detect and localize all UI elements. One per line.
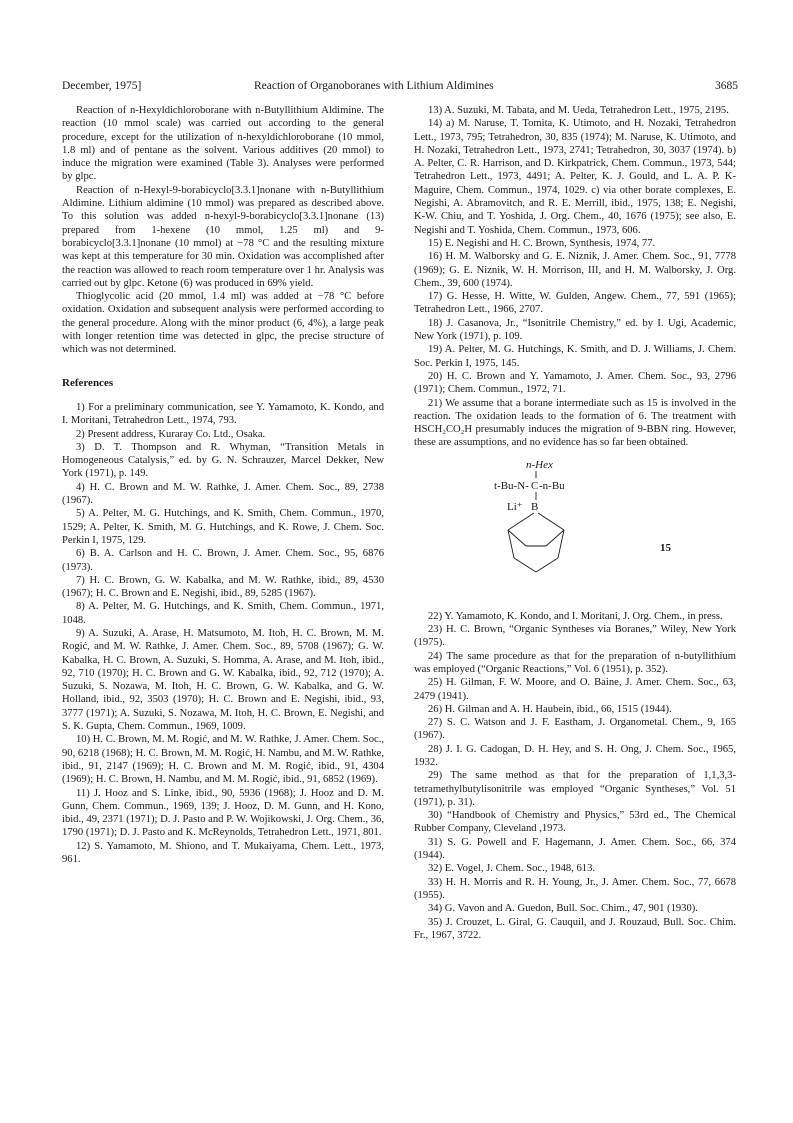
reference-item: 31) S. G. Powell and F. Hagemann, J. Amer. Chem. Soc., 66, 374 (1944). [414,836,736,862]
reference-item: 13) A. Suzuki, M. Tabata, and M. Ueda, Tetrahedron Lett., 1975, 2195. [428,105,729,116]
reference-item: 25) H. Gilman, F. W. Moore, and O. Baine, J. Amer. Chem. Soc., 63, 2479 (1941). [414,677,736,702]
reference-item: 19) A. Pelter, M. G. Hutchings, K. Smith, and D. J. Williams, J. Chem. Soc. Perkin I, 1975, 145. [414,344,736,369]
reference-item: 34) G. Vavon and A. Guedon, Bull. Soc. Chim., 47, 901 (1930). [428,903,698,915]
reference-item: 24) The same procedure as that for the preparation of n-butyllithium was employed (“Organic Reactions,” Vol. 6 (1951), p. 352). [414,650,736,675]
reference-item: 6) B. A. Carlson and H. C. Brown, J. Amer. Chem. Soc., 95, 6876 (1973). [62,548,384,573]
references-heading: References [62,376,114,389]
header-date: December, 1975] [62,80,142,92]
reference-item: 10) H. C. Brown, M. M. Rogić, and M. W. Rathke, J. Amer. Chem. Soc., 90, 6218 (1968); H. C. Brown, M. M. Rogić, H. Nambu, and M. W. Rathke, ibid., 91, 2147 (1969); H. C. Brown and M. M. Rogić, ibid., 91, 4304 (1969); H. C. Brown, H. Nambu, and M. M. Rogić, ibid., 91, 6852 (1969). [62,734,384,786]
reference-item: 23) H. C. Brown, “Organic Syntheses via Boranes,” Wiley, New York (1975). [414,624,736,649]
structure-drawing [414,454,736,604]
reference-item: 26) H. Gilman and A. H. Haubein, ibid., 66, 1515 (1944). [428,703,672,715]
reference-item: 1) For a preliminary communication, see Y. Yamamoto, K. Kondo, and I. Moritani, Tetrahedron Lett., 1974, 793. [62,401,384,427]
right-column [414,104,736,942]
page-number: 3685 [715,80,738,92]
reference-item: 20) H. C. Brown and Y. Yamamoto, J. Amer. Chem. Soc., 93, 2796 (1971); Chem. Commun., 1972, 71. [414,370,736,396]
reference-item: 27) S. C. Watson and J. F. Eastham, J. Organometal. Chem., 9, 165 (1967). [414,717,736,742]
reference-item: 12) S. Yamamoto, M. Shiono, and T. Mukaiyama, Chem. Lett., 1973, 961. [62,840,384,866]
structure-label-c: C [531,479,539,492]
reference-item: 3) D. T. Thompson and R. Whyman, “Transition Metals in Homogeneous Catalysis,” ed. by G. N. Schrauzer, Marcel Dekker, New York (1971), p. 149. [62,441,384,480]
reference-item: 32) E. Vogel, J. Chem. Soc., 1948, 613. [428,863,596,875]
reference-item: 22) Y. Yamamoto, K. Kondo, and I. Moritani, J. Org. Chem., in press. [428,610,723,622]
compound-number: 15 [660,541,671,554]
reference-item: 30) “Handbook of Chemistry and Physics,” 53rd ed., The Chemical Rubber Company, Cleveland ,1973. [414,810,736,835]
chemical-structure-15 [414,454,736,604]
reference-item: 4) H. C. Brown and M. W. Rathke, J. Amer. Chem. Soc., 89, 2738 (1967). [62,481,384,507]
structure-label-nhex: n-Hex [526,458,553,471]
reference-item: 29) The same method as that for the preparation of 1,1,3,3-tetramethylbutylisonitrile was employed “Organic Syntheses,” Vol. 51 (1971), p. 31). [414,770,736,808]
reference-item: 21) We assume that a borane intermediate such as 15 is involved in the reaction. The oxidation leads to the formation of 6. The treatment with HSCH₂CO₂H presumably induces the migration of 9-BBN ring. However, these are assumptions, and no evidence has so far been obtained. [414,397,736,449]
reference-item: 9) A. Suzuki, A. Arase, H. Matsumoto, M. Itoh, H. C. Brown, M. M. Rogić, and M. W. Rathke, J. Amer. Chem. Soc., 89, 5708 (1967); G. W. Kabalka, H. C. Brown, A. Suzuki, S. Homma, A. Arase, and M. Itoh, ibid., 92, 710 (1970); H. C. Brown and G. W. Kabalka, ibid., 92, 712 (1970); A. Suzuki, S. Nozawa, M. Itoh, H. C. Brown, G. W. Kabalka, and G. W. Holland, ibid., 92, 3503 (1970); H. C. Brown and E. Negishi, ibid., 93, 3777 (1971); A. Suzuki, S. Nozawa, M. Itoh, H. C. Brown, E. Negishi, and S. K. Gupta, Chem. Commun., 1969, 1009. [62,627,384,733]
structure-label-b: B [531,500,539,513]
reference-item: 11) J. Hooz and S. Linke, ibid., 90, 5936 (1968); J. Hooz and D. M. Gunn, Chem. Commun., 1969, 139; J. Hooz, D. M. Gunn, and H. Kono, ibid., 49, 2371 (1971); D. J. Pasto and P. W. Wojikowski, J. Org. Chem., 36, 1790 (1971); D. J. Pasto and K. McReynolds, Tetrahedron Lett., 1971, 801. [62,787,384,839]
reference-item: 8) A. Pelter, M. G. Hutchings, and K. Smith, Chem. Commun., 1971, 1048. [62,601,384,626]
experimental-paragraph-3: Thioglycolic acid (20 mmol, 1.4 ml) was added at −78 °C before oxidation. Oxidation and subsequent analysis were performed according to the general procedure. Along with the minor product (6, 4%), a large peak with longer retention time was detected in glpc, the precise structure of which was not determined. [62,291,384,356]
reference-item: 28) J. I. G. Cadogan, D. H. Hey, and S. H. Ong, J. Chem. Soc., 1965, 1932. [414,743,736,768]
experimental-paragraph-1: Reaction of n-Hexyldichloroborane with n-Butyllithium Aldimine. The reaction (10 mmol scale) was carried out according to the general procedure, except for the utilization of n-hexyldichloroborane (10 mmol, 1.8 ml) and of pentane as the solvent. Various additives (20 mmol) to induce the migration were examined (Table 3). Analyses were performed by glpc. [62,105,384,183]
reference-item: 17) G. Hesse, H. Witte, W. Gulden, Angew. Chem., 77, 591 (1965); Tetrahedron Lett., 1966, 2707. [414,291,736,316]
reference-item: 18) J. Casanova, Jr., “Isonitrile Chemistry,” ed. by I. Ugi, Academic, New York (1971), p. 109. [414,317,736,343]
left-column [62,104,384,866]
bicyclononane-ring [508,513,564,572]
reference-item: 2) Present address, Kuraray Co. Ltd., Osaka. [76,428,266,440]
structure-label-nbu: -n-Bu [539,479,565,492]
reference-item: 35) J. Crouzet, L. Giral, G. Cauquil, and J. Rouzaud, Bull. Soc. Chim. Fr., 1967, 3722. [414,916,736,941]
reference-item: 33) H. H. Morris and R. H. Young, Jr., J. Amer. Chem. Soc., 77, 6678 (1955). [414,876,736,901]
structure-label-tbu-n: t-Bu-N- [494,479,529,492]
header-title: Reaction of Organoboranes with Lithium Aldimines [254,80,494,92]
structure-label-li: Li⁺ [507,500,523,513]
reference-item: 16) H. M. Walborsky and G. E. Niznik, J. Amer. Chem. Soc., 91, 7778 (1969); G. E. Niznik, W. H. Morrison, III, and H. M. Walborsky, J. Org. Chem., 39, 600 (1974). [414,251,736,289]
reference-item: 5) A. Pelter, M. G. Hutchings, and K. Smith, Chem. Commun., 1970, 1529; A. Pelter, K. Smith, M. G. Hutchings, and K. Rowe, J. Chem. Soc. Perkin I, 1975, 129. [62,508,384,546]
experimental-paragraph-2: Reaction of n-Hexyl-9-borabicyclo[3.3.1]nonane with n-Butyllithium Aldimine. Lithium aldimine (10 mmol) was prepared as described above. To this solution was added n-hexyl-9-borabicyclo[3.3.1]nonane (13) prepared from 1-hexene (10 mmol, 1.25 ml) and 9-borabicyclo[3.3.1]nonane (10 mmol) at −78 °C and the resulting mixture was kept at this temperature for 30 min. Oxidation was accomplished after the reaction was allowed to reach room temperature over 1 hr. Analysis was carried out by glpc. Ketone (6) was produced in 69% yield. [62,184,384,289]
reference-item: 15) E. Negishi and H. C. Brown, Synthesis, 1974, 77. [428,237,656,249]
reference-item: 7) H. C. Brown, G. W. Kabalka, and M. W. Rathke, ibid., 89, 4530 (1967); H. C. Brown and E. Negishi, ibid., 89, 5285 (1967). [62,574,384,600]
reference-item: 14) a) M. Naruse, T. Tomita, K. Utimoto, and H. Nozaki, Tetrahedron Lett., 1973, 795; Tetrahedron, 30, 835 (1974); M. Naruse, K. Utimoto, and H. Nozaki, Tetrahedron Lett., 1973, 2741; Tetrahedron, 30, 3037 (1974). b) A. Pelter, C. R. Harrison, and D. Kirkpatrick, Chem. Commun., 1973, 544; Tetrahedron Lett., 1973, 4491; A. Pelter, K. J. Gould, and L. A. P. K-Maguire, Chem. Commun., 1974, 1029. c) via other borate complexes, E. Negishi, A. Abramovitch, and R. E. Merrill, ibid., 1975, 138; E. Negishi, K-W. Chiu, and T. Yoshida, J. Org. Chem., 40, 1676 (1975); see also, E. Negishi and T. Yoshida, Chem. Commun., 1973, 606. [414,118,736,236]
running-header [62,80,738,94]
